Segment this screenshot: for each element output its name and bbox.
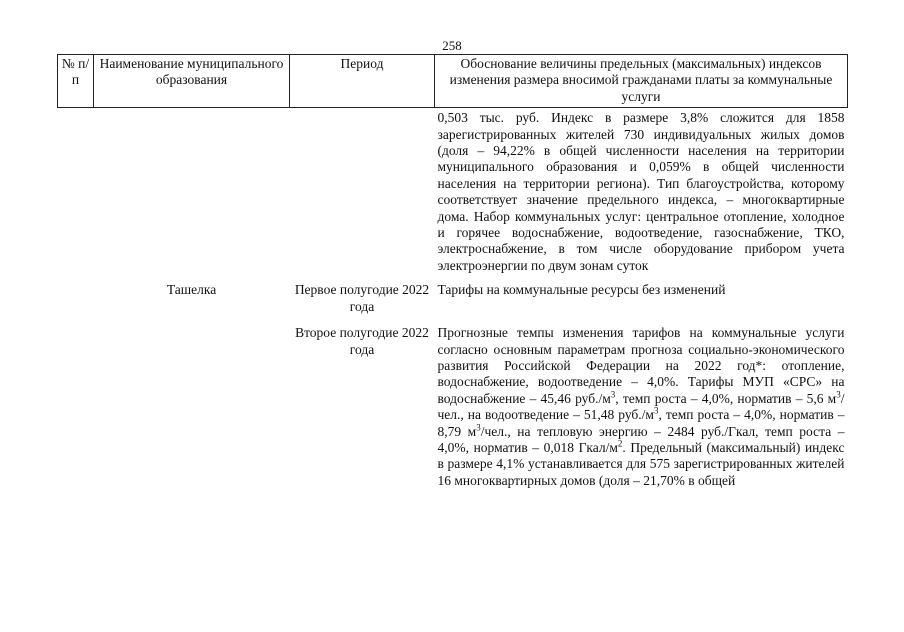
justification-cell: Тарифы на коммунальные ресурсы без изменений (437, 282, 726, 298)
superscript: 3 (476, 422, 481, 433)
period-cell (290, 108, 435, 275)
table-row (58, 315, 848, 489)
justification-cell (435, 315, 848, 489)
municipality-cell (94, 315, 290, 489)
superscript: 2 (617, 438, 623, 449)
municipality-cell (94, 108, 290, 275)
period-cell: Первое полугодие 2022 года (294, 282, 430, 314)
justification-cell: 0,503 тыс. руб. Индекс в размере 3,8% сложится для 1858 зарегистрированных жителей 730 индивидуальных жилых домов (доля – 94,22% в общей численности населения на территории муниципального образования и 0,059% в общей численности населения на территории региона). Тип благоустройства, которому соответствует значение предельного индекса, – многоквартирные дома. Набор коммунальных услуг: центральное отопление, холодное и горячее водоснабжение, водоотведение, газоснабжение, ТКО, электроснабжение, в том числе оборудование прибором учета электроэнергии по двум зонам суток (437, 110, 845, 273)
table-header-row (58, 55, 848, 108)
header-justification: Обоснование величины предельных (максимальных) индексов изменения размера вносимой гражданами платы за коммунальные услуги (435, 55, 848, 108)
justification-text: /чел., на тепловую энергию – 2484 руб./Гкал, темп роста – 4,0%, норматив – 0,018 Гкал/м (437, 423, 845, 455)
tariff-index-table (57, 54, 848, 489)
period-cell: Второе полугодие 2022 года (295, 325, 429, 357)
justification-text: . Предельный (максимальный) индекс в размере 4,1% устанавливается для 575 зарегистрированных жителей 16 многоквартирных домов (доля – 21,70% в общей (437, 439, 845, 488)
municipality-cell: Ташелка (166, 282, 217, 298)
superscript: 3 (836, 389, 841, 400)
header-period: Период (290, 55, 435, 108)
row-number-cell (58, 108, 94, 275)
table-row (58, 108, 848, 275)
row-number-cell (58, 315, 94, 489)
row-number-cell (58, 274, 94, 315)
page-number: 258 (442, 38, 462, 53)
superscript: 3 (653, 405, 659, 416)
header-municipality: Наименование муниципального образования (94, 55, 290, 108)
justification-text: , темп роста – 4,0%, норматив – 5,6 м (615, 390, 837, 406)
superscript: 3 (610, 389, 616, 400)
justification-text: /чел., на водоотведение – 51,48 руб./м (437, 390, 845, 423)
justification-text: , темп роста – 4,0%, норматив – 8,79 м (437, 407, 845, 439)
table-row (58, 274, 848, 315)
header-number: № п/п (58, 55, 94, 108)
justification-text: Прогнозные темпы изменения тарифов на коммунальные услуги согласно основным параметрам прогноза социально-экономического развития Российской Федерации на 2022 год*: отопление, водоснабжение, водоотведение – 4,0%. Тарифы МУП «СРС» на водоснабжение – 45,46 руб./м (437, 325, 845, 406)
